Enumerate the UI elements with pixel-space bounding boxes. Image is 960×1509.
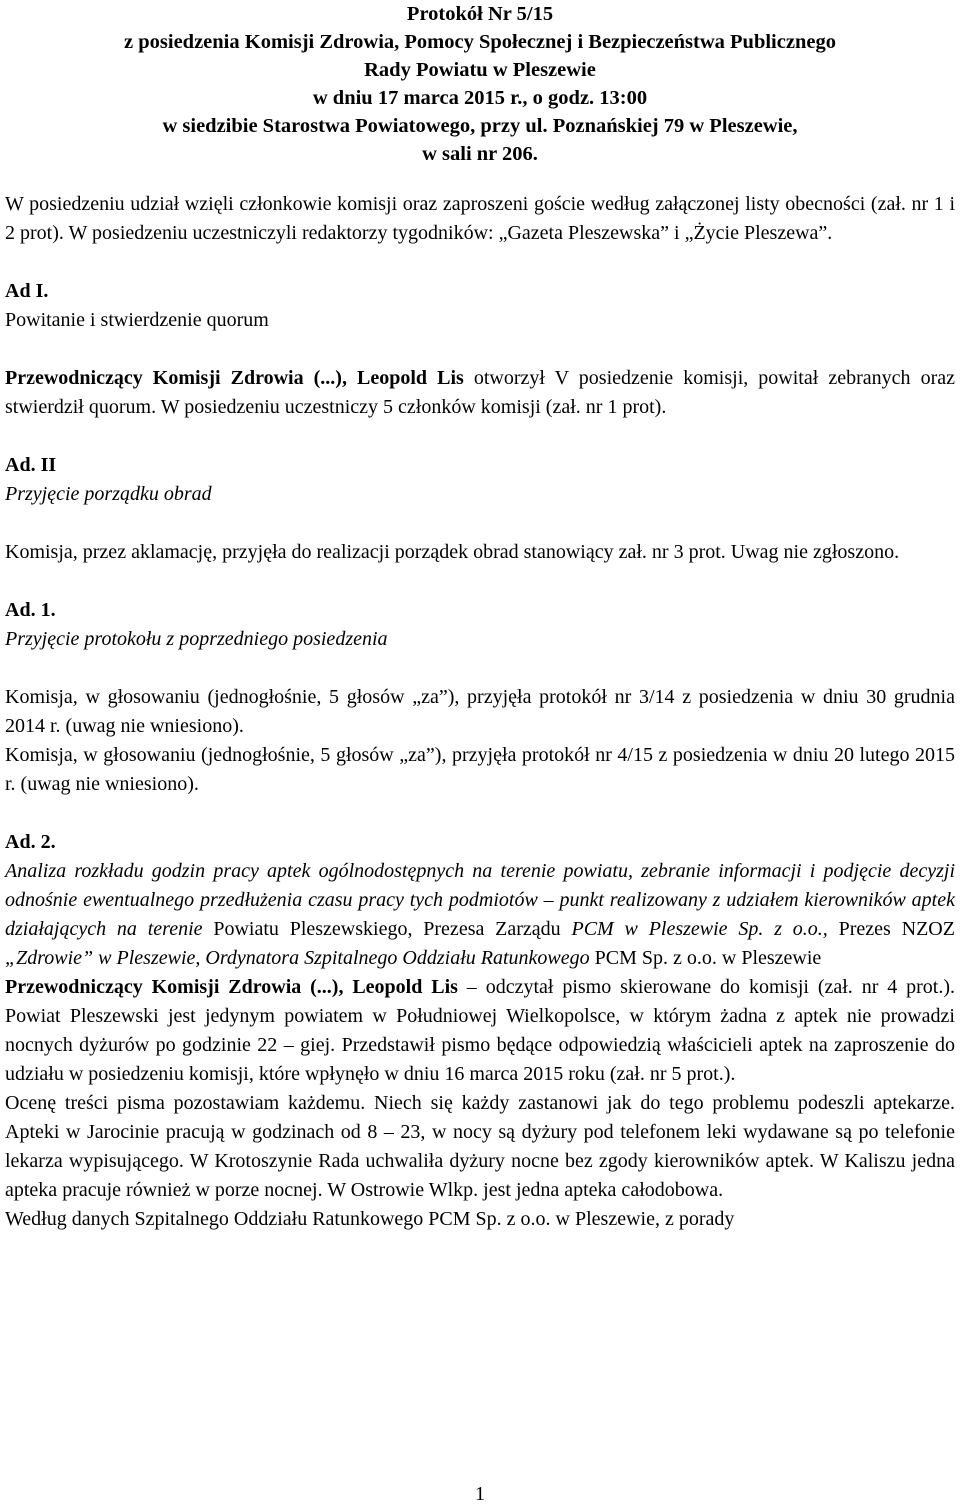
section-ad-ii-title: Przyjęcie porządku obrad: [5, 483, 212, 505]
section-ad-1-paragraph-1: Komisja, w głosowaniu (jednogłośnie, 5 głosów „za”), przyjęła protokół nr 3/14 z posiedzenia w dniu 30 grudnia 2014 r. (uwag nie wniesiono).: [5, 686, 955, 737]
section-ad-1-heading: Ad. 1.: [5, 599, 56, 621]
section-ad-2-heading: Ad. 2.: [5, 831, 56, 853]
section-ad-2-paragraph-1: [5, 973, 955, 1089]
chairman-name-2: Przewodniczący Komisji Zdrowia (...), Leopold Lis: [5, 976, 458, 998]
meeting-location: w siedzibie Starostwa Powiatowego, przy ul. Poznańskiej 79 w Pleszewie,: [162, 115, 798, 137]
committee-name: z posiedzenia Komisji Zdrowia, Pomocy Społecznej i Bezpieczeństwa Publicznego: [124, 31, 836, 53]
section-ad-2-text-1: – odczytał pismo skierowane do komisji (zał. nr 4 prot.). Powiat Pleszewski jest jedynym powiatem w Południowej Wielkopolsce, w którym żadna z aptek nie prowadzi nocnych dyżurów po godzinie 22 – giej. Przedstawił pismo będące odpowiedzią właścicieli aptek na zaproszenie do udziału w posiedzeniu komisji, które wpłynęło w dniu 16 marca 2015 roku (zał. nr 5 prot.).: [5, 976, 955, 1085]
section-ad-i-title: Powitanie i stwierdzenie quorum: [5, 309, 269, 331]
meeting-room: w sali nr 206.: [422, 143, 538, 165]
section-ad-2-title: [5, 857, 955, 973]
section-ad-i-heading: Ad I.: [5, 280, 49, 302]
section-ad-i-paragraph: [5, 364, 955, 422]
section-ad-2-paragraph-2: Ocenę treści pisma pozostawiam każdemu. Niech się każdy zastanowi jak do tego problemu podeszli aptekarze. Apteki w Jarocinie pracują w godzinach od 8 – 23, w nocy są dyżury pod telefonem leki wydawane są po telefonie lekarza wypisującego. W Krotoszynie Rada uchwaliła dyżury nocne bez zgody kierowników aptek. W Kaliszu jedna apteka pracuje również w porze nocnej. W Ostrowie Wlkp. jest jedna apteka całodobowa.: [5, 1092, 955, 1201]
section-ad-ii-paragraph: Komisja, przez aklamację, przyjęła do realizacji porządek obrad stanowiący zał. nr 3 prot. Uwag nie zgłoszono.: [5, 541, 900, 563]
section-ad-2-title-f: PCM Sp. z o.o. w Pleszewie: [589, 947, 822, 969]
protocol-title: Protokół Nr 5/15: [406, 3, 554, 25]
section-ad-2-title-b: Powiatu Pleszewskiego, Prezesa Zarządu: [213, 918, 572, 940]
council-name: Rady Powiatu w Pleszewie: [364, 59, 596, 81]
section-ad-i-text: otworzył V posiedzenie komisji, powitał zebranych oraz stwierdził quorum. W posiedzeniu uczestniczy 5 członków komisji (zał. nr 1 prot).: [5, 367, 955, 418]
section-ad-1-paragraph-2: Komisja, w głosowaniu (jednogłośnie, 5 głosów „za”), przyjęła protokół nr 4/15 z posiedzenia w dniu 20 lutego 2015 r. (uwag nie wniesiono).: [5, 744, 955, 795]
document-header: [5, 0, 955, 168]
section-ad-1-title: Przyjęcie protokołu z poprzedniego posiedzenia: [5, 628, 388, 650]
page-number: 1: [475, 1483, 485, 1505]
section-ad-2-title-c: PCM w Pleszewie Sp. z o.o.,: [571, 918, 828, 940]
section-ad-2-title-a: Analiza rozkładu godzin pracy aptek ogólnodostępnych na terenie powiatu, zebranie informacji i podjęcie decyzji odnośnie ewentualnego przedłużenia czasu pracy tych podmiotów – punkt realizowany z udziałem kierowników aptek działających na terenie: [5, 860, 955, 940]
section-ad-ii-heading: Ad. II: [5, 454, 57, 476]
intro-paragraph: W posiedzeniu udział wzięli członkowie komisji oraz zaproszeni goście według załączonej listy obecności (zał. nr 1 i 2 prot). W posiedzeniu uczestniczyli redaktorzy tygodników: „Gazeta Pleszewska” i „Życie Pleszewa”.: [5, 193, 955, 244]
meeting-date: w dniu 17 marca 2015 r., o godz. 13:00: [312, 87, 648, 109]
section-ad-2-title-e: „Zdrowie” w Pleszewie, Ordynatora Szpitalnego Oddziału Ratunkowego: [5, 947, 590, 969]
section-ad-2-title-d: Prezes NZOZ: [827, 918, 955, 940]
section-ad-2-paragraph-3: Według danych Szpitalnego Oddziału Ratunkowego PCM Sp. z o.o. w Pleszewie, z porady: [5, 1208, 735, 1230]
chairman-name: Przewodniczący Komisji Zdrowia (...), Leopold Lis: [5, 367, 464, 389]
